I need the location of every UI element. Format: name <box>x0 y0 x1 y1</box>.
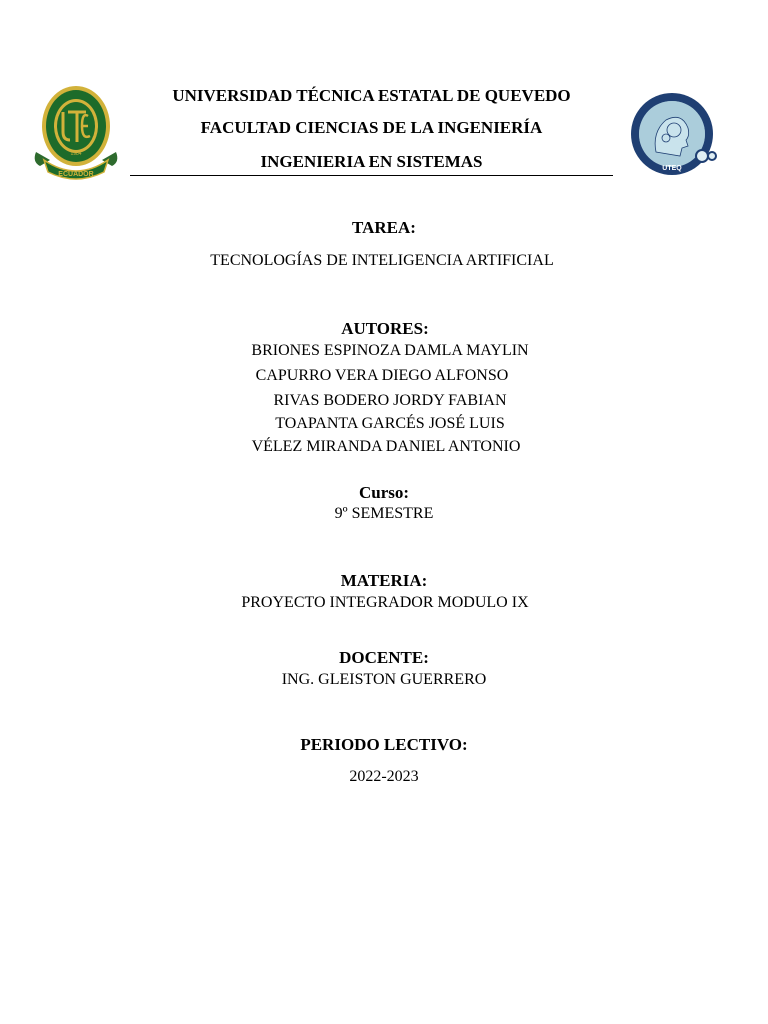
header-divider <box>130 175 613 176</box>
curso-value: 9º SEMESTRE <box>334 505 434 522</box>
materia-value: PROYECTO INTEGRADOR MODULO IX <box>241 594 529 611</box>
program-name: INGENIERIA EN SISTEMAS <box>260 152 483 171</box>
seal-bottom-text: ECUADOR <box>58 171 94 178</box>
autores-label: AUTORES: <box>341 319 429 338</box>
uteq-university-seal-icon <box>30 82 122 182</box>
faculty-engineering-seal-icon <box>626 92 720 180</box>
university-name: UNIVERSIDAD TÉCNICA ESTATAL DE QUEVEDO <box>172 86 571 105</box>
docente-label: DOCENTE: <box>339 648 429 667</box>
periodo-label: PERIODO LECTIVO: <box>300 735 468 754</box>
author-name: RIVAS BODERO JORDY FABIAN <box>273 392 507 409</box>
author-name: VÉLEZ MIRANDA DANIEL ANTONIO <box>251 438 521 455</box>
seal-uteq-text: UTEQ <box>662 165 682 172</box>
tarea-value: TECNOLOGÍAS DE INTELIGENCIA ARTIFICIAL <box>210 252 554 269</box>
author-name: CAPURRO VERA DIEGO ALFONSO <box>255 367 509 384</box>
curso-label: Curso: <box>358 483 410 502</box>
seal-year: 1984 <box>70 151 82 157</box>
materia-label: MATERIA: <box>340 571 428 590</box>
docente-value: ING. GLEISTON GUERRERO <box>281 671 487 688</box>
tarea-label: TAREA: <box>352 218 416 237</box>
faculty-name: FACULTAD CIENCIAS DE LA INGENIERÍA <box>200 118 543 137</box>
author-name: TOAPANTA GARCÉS JOSÉ LUIS <box>275 415 505 432</box>
periodo-value: 2022-2023 <box>349 768 419 785</box>
author-name: BRIONES ESPINOZA DAMLA MAYLIN <box>251 342 529 359</box>
